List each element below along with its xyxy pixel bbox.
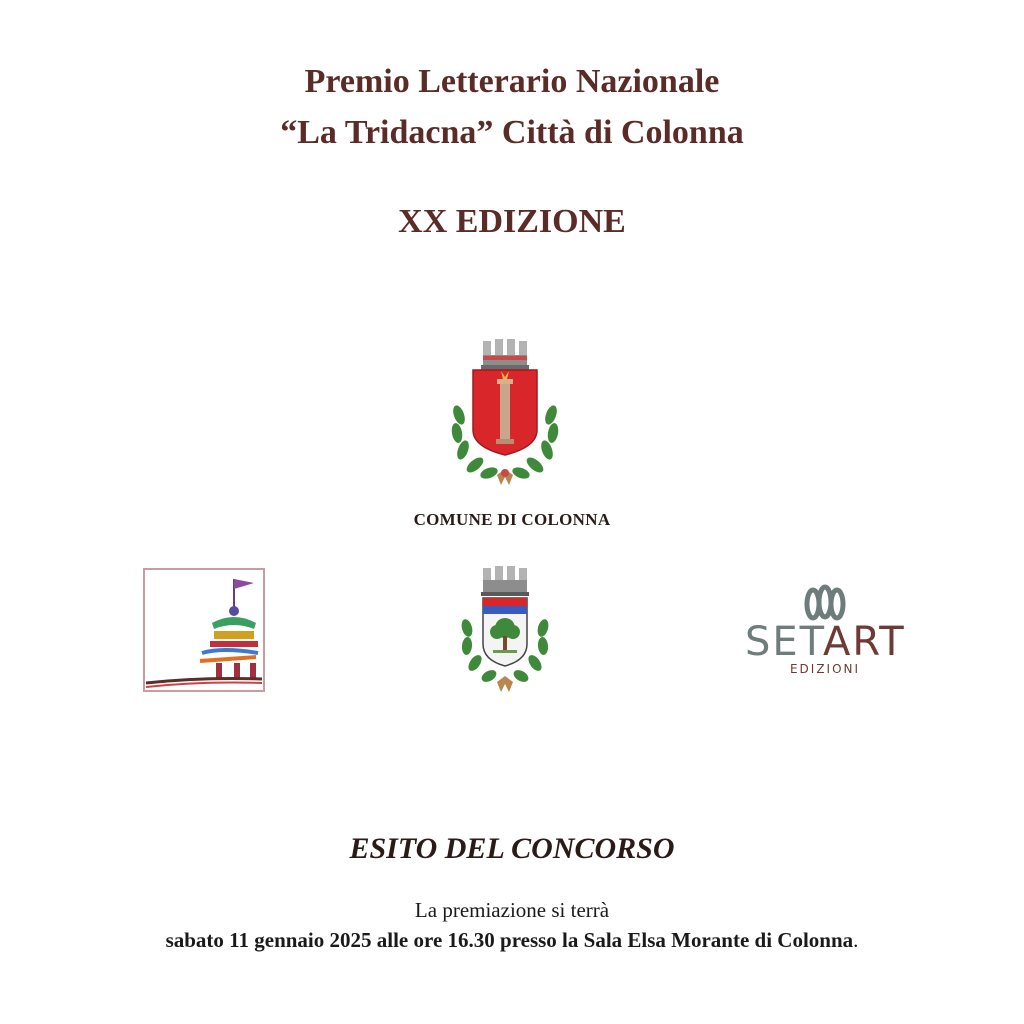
- title-line-2: “La Tridacna” Città di Colonna: [280, 114, 744, 151]
- small-crest-icon: [455, 566, 555, 696]
- setart-logo: [745, 582, 905, 682]
- title-line-1: Premio Letterario Nazionale: [304, 63, 720, 100]
- edition-heading: XX EDIZIONE: [398, 203, 626, 240]
- comune-colonna-crest-icon: [445, 335, 565, 490]
- proloco-logo: [142, 567, 266, 693]
- setart-emblem-icon: [745, 582, 905, 622]
- setart-art-text: ART: [823, 619, 906, 665]
- setart-subtitle: EDIZIONI: [789, 662, 861, 676]
- setart-wordmark: [745, 619, 906, 665]
- ceremony-intro: La premiazione si terrà: [414, 898, 610, 922]
- setart-set-text: SET: [745, 619, 823, 665]
- ceremony-details-bold: sabato 11 gennaio 2025 alle ore 16.30 presso la Sala Elsa Morante di Colonna: [165, 928, 854, 952]
- proloco-logo-icon: [142, 567, 266, 693]
- results-heading: ESITO DEL CONCORSO: [349, 832, 675, 865]
- ceremony-details: [0, 928, 1024, 953]
- ceremony-details-end: .: [853, 928, 859, 952]
- comune-label: COMUNE DI COLONNA: [413, 510, 611, 529]
